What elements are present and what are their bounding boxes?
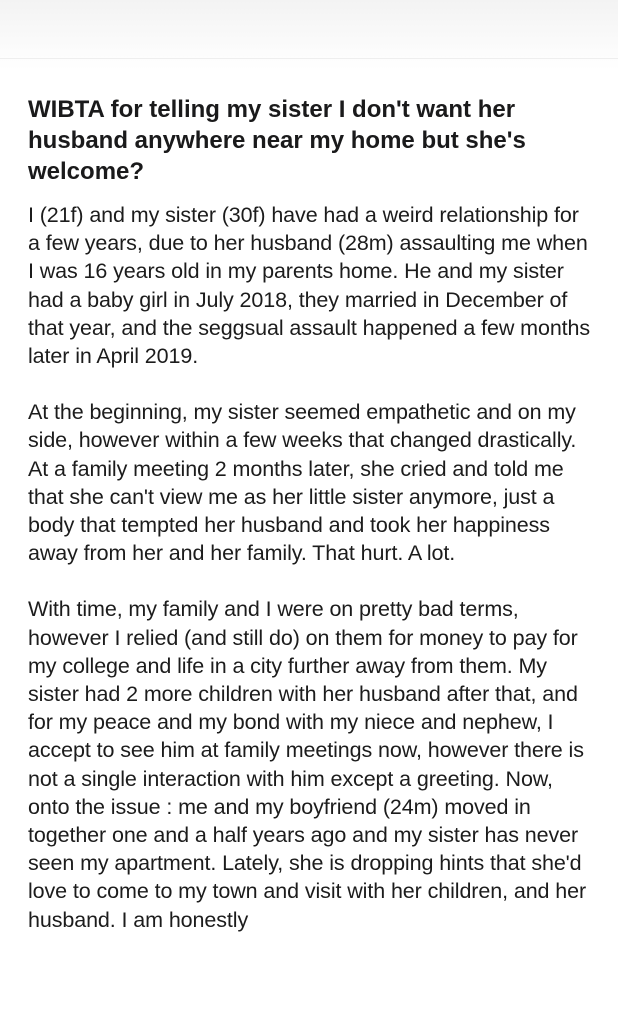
post-paragraph: At the beginning, my sister seemed empathetic and on my side, however within a few weeks that changed drastically. At a family meeting 2 months later, she cried and told me that she can't view me as her little sister anymore, just a body that tempted her husband and took her happiness away from her and her family. That hurt. A lot. [28, 400, 577, 566]
post-container [28, 94, 594, 962]
post-paragraph: I (21f) and my sister (30f) have had a weird relationship for a few years, due to her husband (28m) assaulting me when I was 16 years old in my parents home. He and my sister had a baby girl in July 2018, they married in December of that year, and the seggsual assault happened a few months later in April 2019. [28, 203, 591, 369]
divider [0, 58, 618, 59]
post-paragraph: With time, my family and I were on pretty bad terms, however I relied (and still do) on them for money to pay for my college and life in a city further away from them. My sister had 2 more children with her husband after that, and for my peace and my bond with my niece and nephew, I accept to see him at family meetings now, however there is not a single interaction with him except a greeting. Now, onto the issue : me and my boyfriend (24m) moved in together one and a half years ago and my sister has never seen my apartment. Lately, she is dropping hints that she'd love to come to my town and visit with her children, and her husband. I am honestly [28, 597, 587, 932]
post-body [28, 201, 594, 934]
top-bar-fade [0, 0, 618, 70]
post-title: WIBTA for telling my sister I don't want her husband anywhere near my home but she's welcome? [28, 96, 526, 185]
